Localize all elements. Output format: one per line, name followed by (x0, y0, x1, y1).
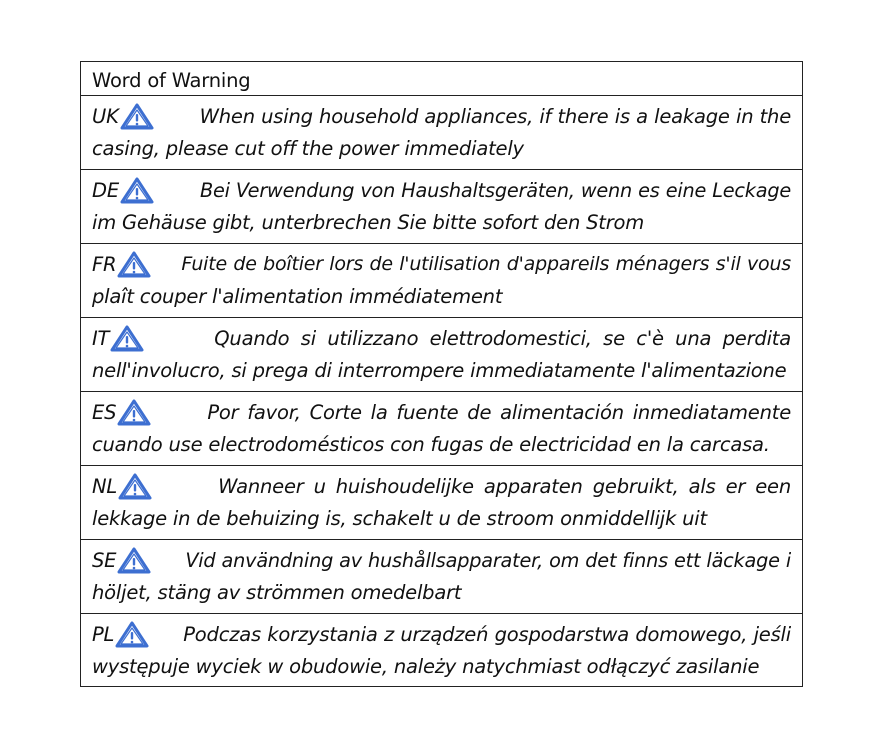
warning-text-line1: Fuite de boîtier lors de l'utilisation d'appareils ménagers s'il vous (181, 253, 791, 275)
row-first-line (92, 248, 791, 280)
language-code: NL (92, 474, 118, 498)
warning-triangle-icon (117, 251, 151, 278)
warning-triangle-icon (110, 325, 144, 352)
warning-triangle-icon (120, 103, 154, 130)
language-row-it (81, 318, 802, 392)
row-first-line (92, 544, 791, 576)
language-code: PL (92, 622, 115, 646)
row-first-line (92, 396, 791, 428)
warning-text-line2: höljet, stäng av strömmen omedelbart (92, 581, 462, 604)
language-code: DE (92, 178, 119, 202)
warning-triangle-icon (118, 473, 152, 500)
warning-triangle-icon (115, 621, 149, 648)
warning-text-line1: Wanneer u huishoudelijke apparaten gebruikt, als er een (218, 474, 791, 498)
warning-text-line1: Quando si utilizzano elettrodomestici, se c'è una perdita (214, 326, 791, 350)
warning-text-line1: Por favor, Corte la fuente de alimentación inmediatamente (207, 400, 791, 424)
warning-text-line2: casing, please cut off the power immediately (92, 137, 524, 160)
language-rows (81, 96, 802, 686)
language-row-fr (81, 244, 802, 318)
warning-text-line2: plaît couper l'alimentation immédiatement (92, 285, 503, 308)
language-row-pl (81, 614, 802, 686)
table-title: Word of Warning (81, 62, 802, 96)
warning-text-line1: Vid användning av hushållsapparater, om det finns ett läckage i (185, 548, 791, 572)
language-code: FR (92, 252, 117, 276)
warning-text-line1: Bei Verwendung von Haushaltsgeräten, wenn es eine Leckage (199, 178, 791, 202)
warning-triangle-icon (117, 399, 151, 426)
language-row-de (81, 170, 802, 244)
language-row-nl (81, 466, 802, 540)
row-first-line (92, 470, 791, 502)
language-code: IT (92, 326, 110, 350)
language-row-uk (81, 96, 802, 170)
warning-text-line1: Podczas korzystania z urządzeń gospodarstwa domowego, jeśli (183, 622, 791, 646)
warning-text-line2: cuando use electrodomésticos con fugas de electricidad en la carcasa. (92, 433, 770, 456)
language-code: ES (92, 400, 117, 424)
row-first-line (92, 618, 791, 650)
warning-text-line2: im Gehäuse gibt, unterbrechen Sie bitte sofort den Strom (92, 211, 645, 234)
warning-table (80, 61, 803, 687)
warning-triangle-icon (117, 547, 151, 574)
row-first-line (92, 174, 791, 206)
language-row-es (81, 392, 802, 466)
language-row-se (81, 540, 802, 614)
warning-triangle-icon (120, 177, 154, 204)
row-first-line (92, 322, 791, 354)
warning-text-line2: występuje wyciek w obudowie, należy natychmiast odłączyć zasilanie (92, 655, 760, 678)
warning-text-line2: nell'involucro, si prega di interrompere immediatamente l'alimentazione (92, 359, 787, 382)
language-code: SE (92, 548, 117, 572)
warning-text-line1: When using household appliances, if there is a leakage in the (199, 104, 791, 128)
warning-text-line2: lekkage in de behuizing is, schakelt u de stroom onmiddellijk uit (92, 507, 707, 530)
language-code: UK (92, 104, 119, 128)
row-first-line (92, 100, 791, 132)
